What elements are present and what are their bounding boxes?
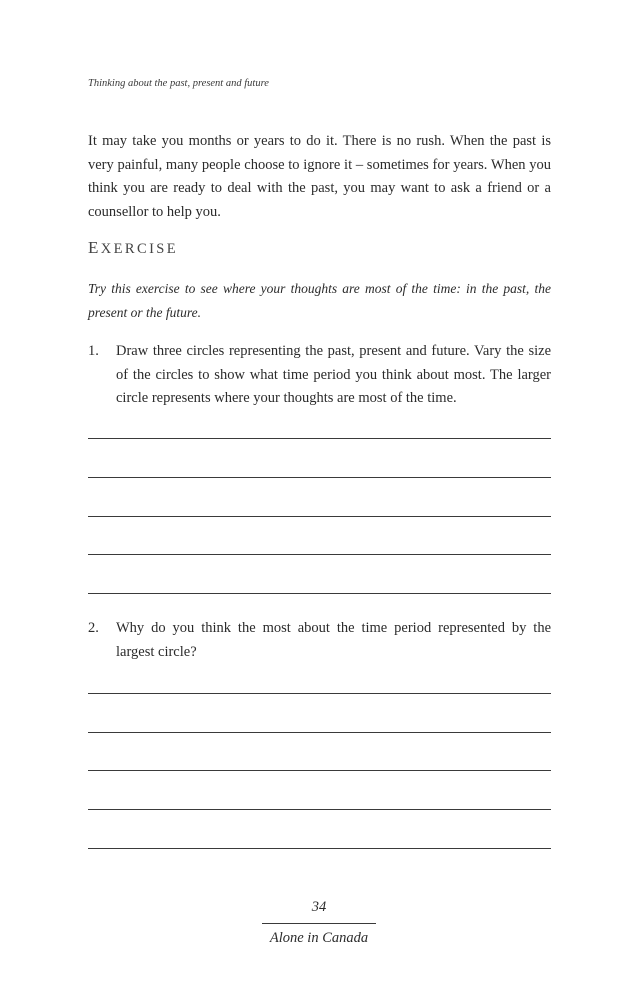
answer-line-q2-2[interactable] (88, 732, 551, 733)
answer-line-q2-3[interactable] (88, 770, 551, 771)
question-1 (88, 340, 551, 411)
answer-line-q1-3[interactable] (88, 516, 551, 517)
answer-line-q1-1[interactable] (88, 438, 551, 439)
page-number: 34 (311, 899, 327, 915)
running-header: Thinking about the past, present and future (88, 78, 269, 89)
answer-line-q2-5[interactable] (88, 848, 551, 849)
exercise-intro: Try this exercise to see where your thoughts are most of the time: in the past, the present or the future. (88, 281, 551, 320)
answer-line-q1-5[interactable] (88, 593, 551, 594)
footer-divider (262, 923, 376, 924)
exercise-heading (88, 238, 178, 258)
answer-line-q1-2[interactable] (88, 477, 551, 478)
body-paragraph: It may take you months or years to do it. There is no rush. When the past is very painful, many people choose to ignore it – sometimes for years. When you think you are ready to deal with the past, you may want to ask a friend or a counsellor to help you. (88, 133, 551, 220)
question-2-number: 2. (88, 620, 99, 636)
question-1-text: Draw three circles representing the past, present and future. Vary the size of the circles to show what time period you think about most. The larger circle represents where your thoughts are most of the time. (116, 343, 551, 406)
answer-line-q1-4[interactable] (88, 554, 551, 555)
exercise-heading-initial: E (88, 238, 101, 257)
question-1-number: 1. (88, 343, 99, 359)
question-2-text: Why do you think the most about the time period represented by the largest circle? (116, 620, 551, 660)
book-title: Alone in Canada (269, 930, 369, 946)
answer-line-q2-1[interactable] (88, 693, 551, 694)
answer-line-q2-4[interactable] (88, 809, 551, 810)
exercise-heading-rest: XERCISE (100, 241, 179, 257)
question-2 (88, 617, 551, 664)
